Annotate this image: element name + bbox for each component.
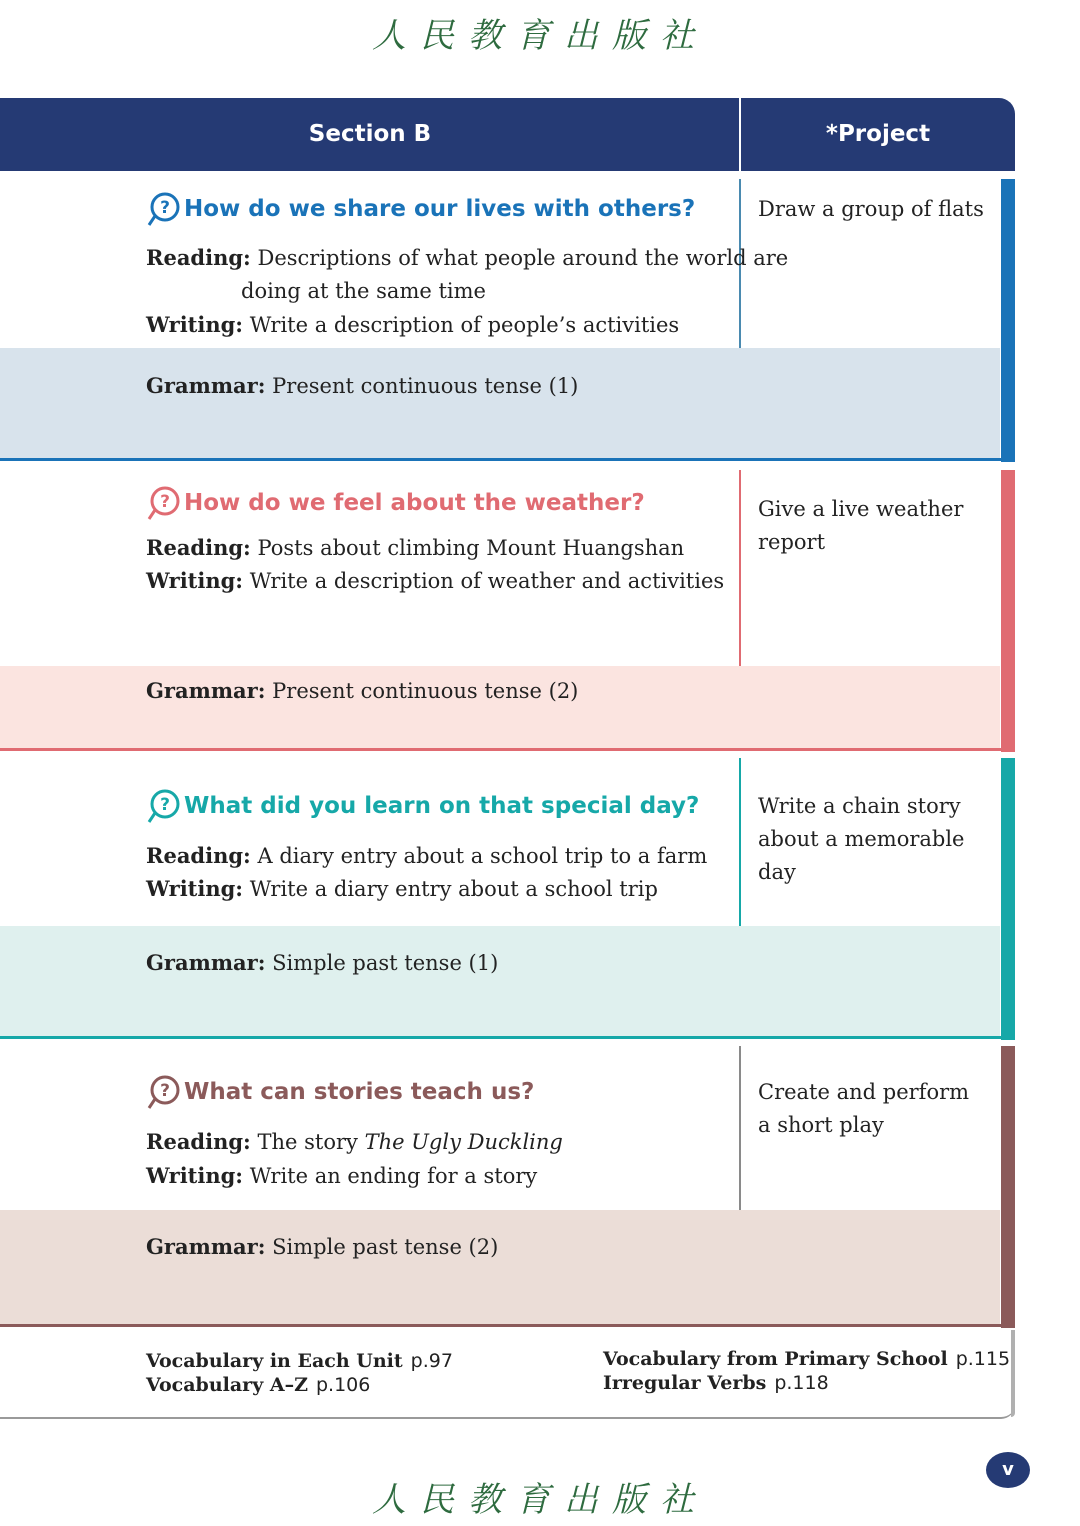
question-icon: [146, 485, 182, 521]
reference-item[interactable]: Irregular Verbs p.118: [603, 1372, 829, 1394]
question-icon: [146, 788, 182, 824]
question-icon: [146, 191, 182, 227]
header-project: *Project: [825, 121, 931, 147]
svg-text:?: ?: [160, 795, 170, 815]
unit-row-1: ? How do we share our lives with others? Reading: Descriptions of what people around the world are doing at the same time Writing: Write a description of people’s activities Grammar: Present continuous tense (1) Draw a group of flats: [0, 179, 1015, 462]
unit-question: ? How do we feel about the weather?: [146, 485, 645, 521]
publisher-logo-bottom: 人民教育出版社: [372, 1480, 708, 1520]
reference-item[interactable]: Vocabulary in Each Unit p.97: [146, 1350, 453, 1372]
table-header: [0, 98, 1015, 171]
svg-text:?: ?: [160, 1081, 170, 1101]
unit-question: ? What did you learn on that special day?: [146, 788, 699, 824]
svg-text:?: ?: [160, 492, 170, 512]
reference-item[interactable]: Vocabulary A–Z p.106: [146, 1374, 371, 1396]
project-text: Draw a group of flats: [758, 197, 984, 221]
reference-footer: [0, 1330, 1015, 1419]
unit-question: ? How do we share our lives with others?: [146, 191, 695, 227]
svg-text:?: ?: [160, 198, 170, 218]
header-section-b: Section B: [308, 121, 432, 147]
reference-item[interactable]: Vocabulary from Primary School p.115: [603, 1348, 1011, 1370]
project-text: Create and perform a short play: [758, 1080, 970, 1137]
question-icon: [146, 1074, 182, 1110]
unit-row-4: ? What can stories teach us? Reading: The story The Ugly Duckling Writing: Write an ending for a story Grammar: Simple past tense (2) Create and perform a short play: [0, 1046, 1015, 1328]
project-text: Write a chain story about a memorable day: [758, 794, 965, 884]
page-number-badge: v: [986, 1452, 1030, 1488]
unit-row-2: ? How do we feel about the weather? Reading: Posts about climbing Mount Huangshan Writing: Write a description of weather and activities Grammar: Present continuous tense (2) Give a live weather report: [0, 470, 1015, 752]
unit-question: ? What can stories teach us?: [146, 1074, 534, 1110]
project-text: Give a live weather report: [758, 497, 964, 554]
publisher-logo-top: 人民教育出版社: [372, 16, 708, 56]
unit-row-3: ? What did you learn on that special day? Reading: A diary entry about a school trip to a farm Writing: Write a diary entry about a school trip Grammar: Simple past tense (1) Write a chain story about a memorable day: [0, 758, 1015, 1040]
